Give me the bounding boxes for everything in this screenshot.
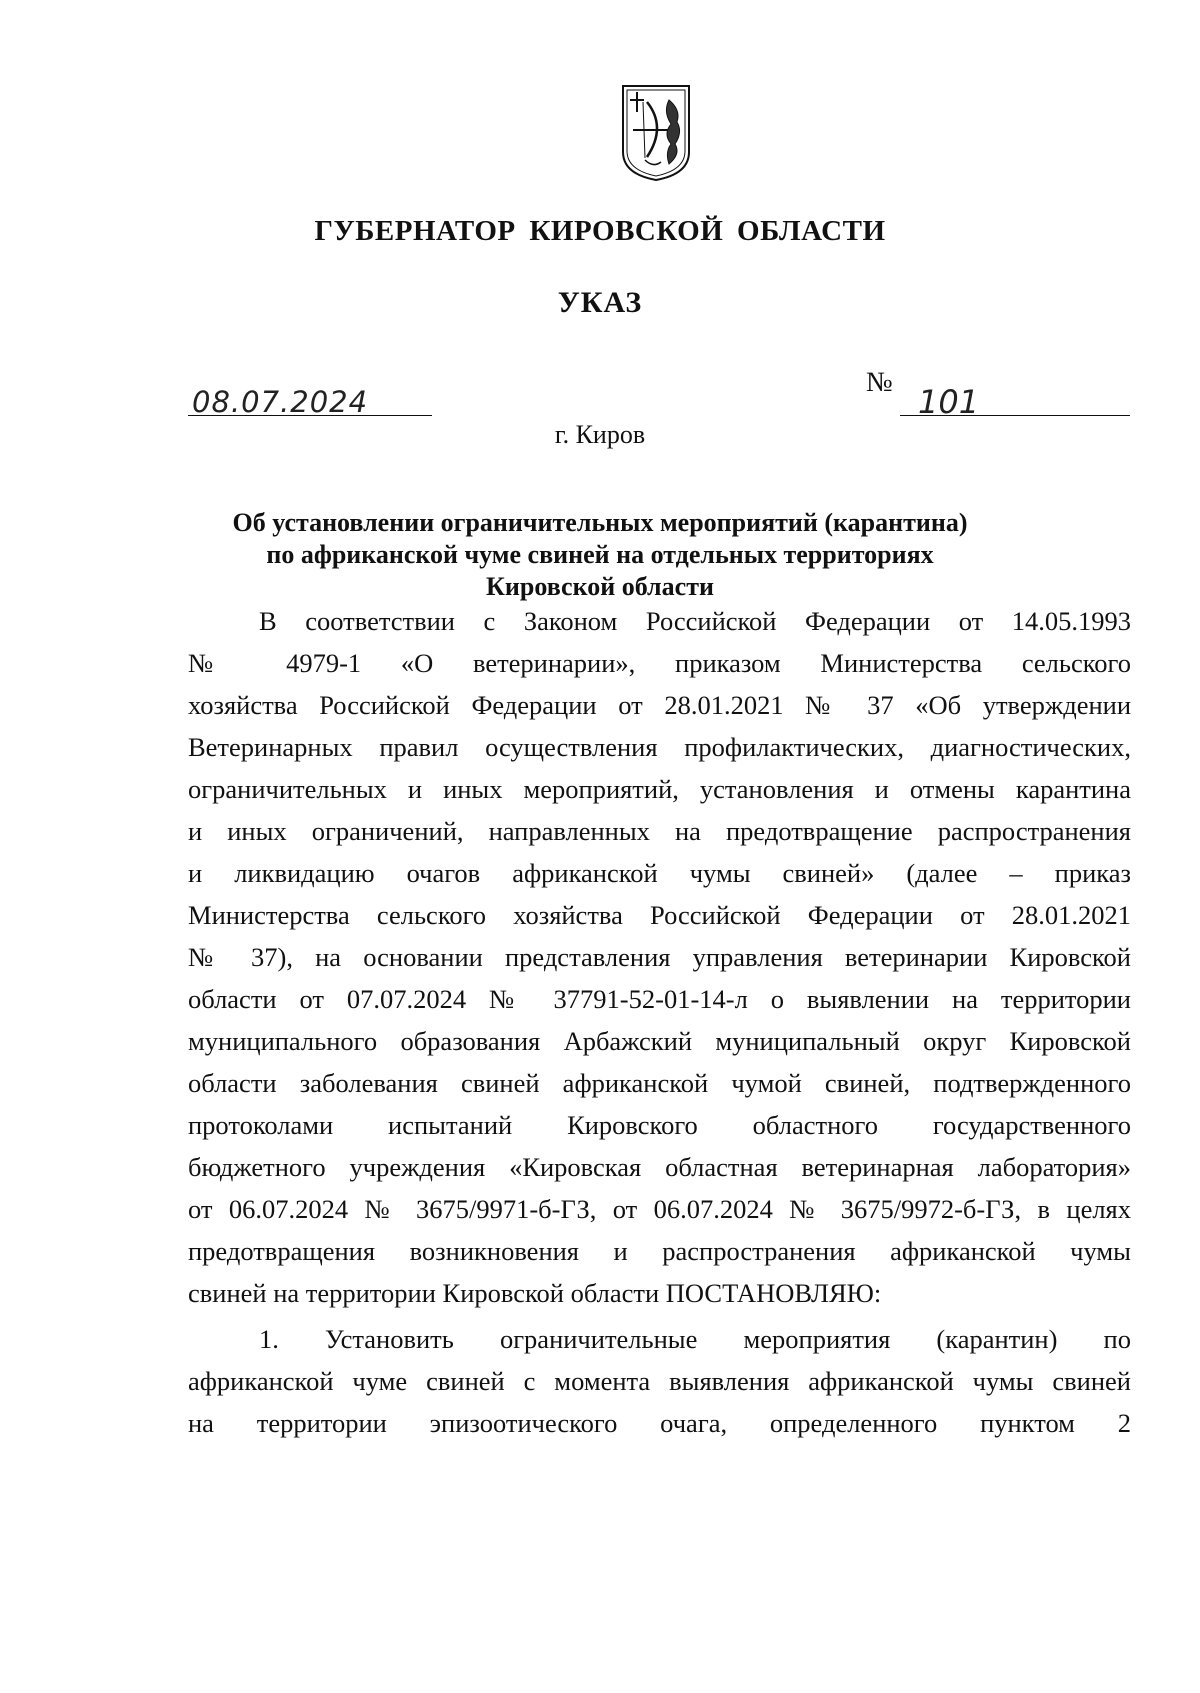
document-subject: [0, 507, 1200, 603]
body-line: бюджетного учреждения «Кировская областная ветеринарная лаборатория»: [188, 1152, 1131, 1182]
body-line: от 06.07.2024 № 3675/9971-б-ГЗ, от 06.07.2024 № 3675/9972-б-ГЗ, в целях: [188, 1194, 1131, 1224]
body-line: предотвращения возникновения и распространения африканской чумы: [188, 1236, 1131, 1266]
body-line: № 37), на основании представления управления ветеринарии Кировской: [188, 942, 1131, 972]
body-line: африканской чуме свиней с момента выявления африканской чумы свиней: [188, 1366, 1131, 1396]
document-type: УКАЗ: [557, 286, 643, 319]
body-line: свиней на территории Кировской области ПОСТАНОВЛЯЮ:: [188, 1278, 882, 1308]
body-line: Министерства сельского хозяйства Российской Федерации от 28.01.2021: [188, 900, 1131, 930]
body-line: и ликвидацию очагов африканской чумы свиней» (далее – приказ: [188, 858, 1131, 888]
city: г. Киров: [554, 420, 646, 449]
body-line: ограничительных и иных мероприятий, установления и отмены карантина: [188, 774, 1131, 804]
body-line: на территории эпизоотического очага, определенного пунктом 2: [188, 1408, 1131, 1438]
subject-line: по африканской чуме свиней на отдельных территориях: [266, 540, 934, 569]
body-line: области заболевания свиней африканской чумой свиней, подтвержденного: [188, 1068, 1131, 1098]
body-line: муниципального образования Арбажский муниципальный округ Кировской: [188, 1026, 1131, 1056]
date-underline: [188, 415, 432, 416]
body-line: № 4979-1 «О ветеринарии», приказом Министерства сельского: [188, 648, 1131, 678]
body-line: и иных ограничений, направленных на предотвращение распространения: [188, 816, 1131, 846]
body-line: протоколами испытаний Кировского областного государственного: [188, 1110, 1131, 1140]
number-underline: [900, 415, 1130, 416]
document-number: 101: [918, 383, 980, 421]
number-sign: №: [866, 367, 893, 398]
body-line: Ветеринарных правил осуществления профилактических, диагностических,: [188, 732, 1131, 762]
organization-title: ГУБЕРНАТОР КИРОВСКОЙ ОБЛАСТИ: [314, 215, 886, 247]
kirov-coat-of-arms-icon: [617, 82, 695, 182]
body-line: области от 07.07.2024 № 37791-52-01-14-л о выявлении на территории: [188, 984, 1131, 1014]
subject-line: Кировской области: [486, 572, 714, 601]
body-line: В соответствии с Законом Российской Федерации от 14.05.1993: [259, 606, 1131, 636]
subject-line: Об установлении ограничительных мероприятий (карантина): [232, 508, 968, 537]
body-line: хозяйства Российской Федерации от 28.01.2021 № 37 «Об утверждении: [188, 690, 1131, 720]
body-line: 1. Установить ограничительные мероприятия (карантин) по: [259, 1324, 1131, 1354]
document-date: 08.07.2024: [192, 385, 369, 419]
